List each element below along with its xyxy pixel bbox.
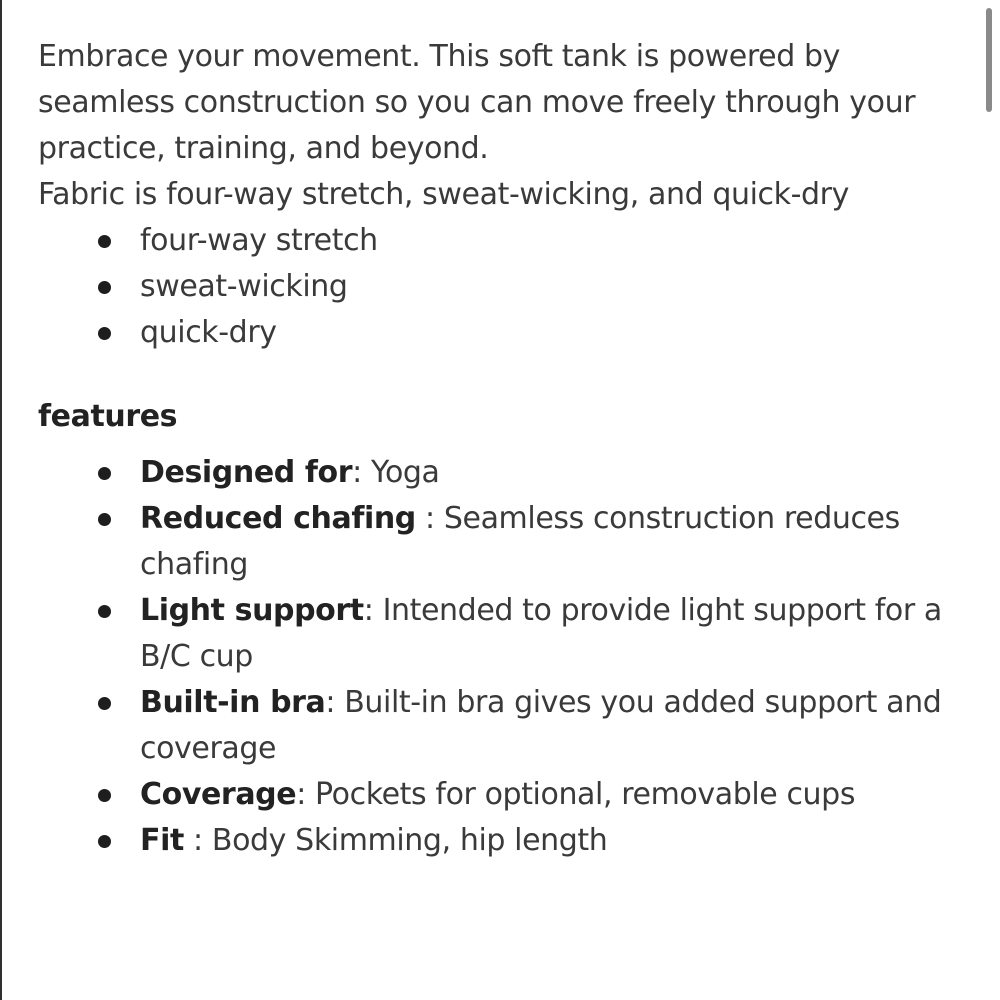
feature-label: Reduced chafing [140,501,416,536]
feature-text: Yoga [371,455,440,490]
feature-separator: : [415,501,444,536]
fabric-line: Fabric is four-way stretch, sweat-wicking, and quick-dry [38,177,849,212]
list-item [98,450,958,496]
list-item [98,772,958,818]
fabric-list [38,218,958,356]
features-list [38,450,958,864]
bullet-icon [98,605,111,618]
feature-label: Coverage [140,777,297,812]
bullet-icon [98,327,111,340]
feature-text: Pockets for optional, removable cups [315,777,856,812]
feature-separator: : [352,455,371,490]
fabric-item-label: quick-dry [140,315,277,350]
feature-text: Seamless construction reduces chafing [140,501,900,582]
feature-separator: : [296,777,316,812]
features-heading: features [38,399,178,434]
bullet-icon [98,235,111,248]
bullet-icon [98,467,111,480]
feature-separator: : [363,593,383,628]
bullet-icon [98,789,111,802]
bullet-icon [98,835,111,848]
list-item [98,680,958,772]
feature-label: Light support [140,593,364,628]
list-item [98,264,958,310]
feature-label: Designed for [140,455,353,490]
list-item [98,310,958,356]
list-item [98,588,958,680]
bullet-icon [98,697,111,710]
list-item [98,218,958,264]
feature-separator: : [325,685,345,720]
scrollbar[interactable] [986,8,992,112]
list-item [98,496,958,588]
feature-separator: : [183,823,212,858]
bullet-icon [98,281,111,294]
feature-label: Fit [140,823,184,858]
intro-paragraph: Embrace your movement. This soft tank is powered by seamless construction so you can move freely through your practice, training, and beyond. [38,39,916,166]
fabric-item-label: four-way stretch [140,223,378,258]
fabric-item-label: sweat-wicking [140,269,348,304]
description-content [38,34,958,864]
bullet-icon [98,513,111,526]
feature-label: Built-in bra [140,685,326,720]
feature-text: Intended to provide light support for a B/C cup [140,593,942,674]
list-item [98,818,958,864]
feature-text: Built-in bra gives you added support and coverage [140,685,942,766]
feature-text: Body Skimming, hip length [211,823,608,858]
